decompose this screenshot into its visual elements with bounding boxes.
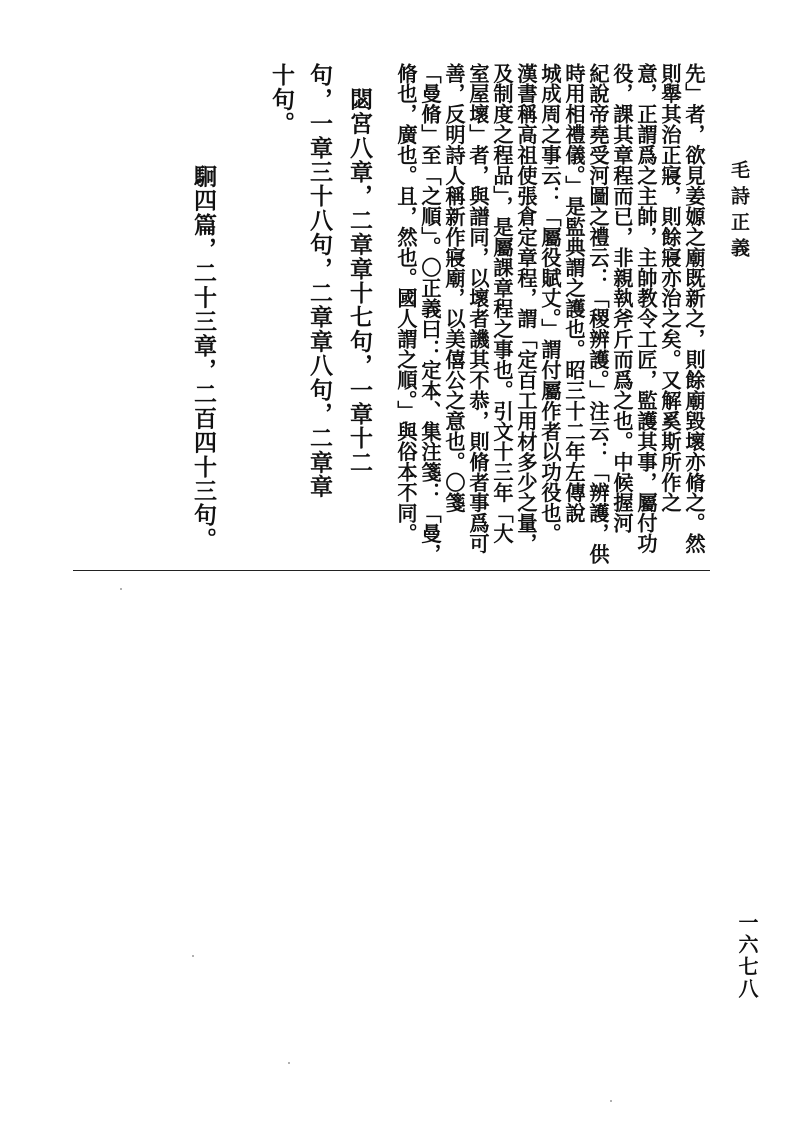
text-column-4: 役，課其章程而已，非親執斧斤而爲之也。中候握河 (610, 63, 634, 534)
running-header: 毛詩正義 (728, 160, 750, 264)
chapter-summary-line-3: 十句。 (268, 63, 295, 136)
scan-speck (120, 588, 122, 590)
text-column-3: 意，正謂爲之主帥，主帥教令工匠，監護其事，屬付功 (634, 63, 658, 554)
text-column-13: 脩也，廣也。且，然也。國人謂之順。」與俗本不同。 (394, 63, 418, 544)
divider-rule (73, 570, 710, 571)
text-column-7: 城成周之事云：「屬役賦丈。」謂付屬作者以功役也。 (538, 63, 562, 544)
scan-speck (288, 1062, 290, 1064)
page-number: 一六七八 (735, 912, 759, 1000)
text-column-10: 室屋壞」者，與譜同，以壞者譏其不恭，則脩者事爲可 (466, 63, 490, 554)
text-column-11: 善，反明詩人稱新作寢廟，以美僖公之意也。〇箋 (442, 63, 466, 513)
text-column-8: 漢書稱高祖使張倉定章程，謂「定百工用材多少之量， (514, 63, 538, 554)
scan-speck (610, 1100, 612, 1102)
scan-speck (192, 955, 194, 957)
text-column-1: 先」者，欲見姜嫄之廟既新之，則餘廟毀壞亦脩之。然 (682, 63, 706, 554)
text-column-12: 「曼脩」至「之順」。〇正義曰：定本、集注箋：「曼， (418, 63, 442, 565)
text-column-9: 及制度之程品」，是屬課章程之事也。引文十三年「大 (490, 63, 514, 544)
text-column-6: 時用相禮儀。」是監典謂之護也。昭三十二年左傳說 (562, 63, 586, 524)
section-summary: 駉四篇，二十三章，二百四十三句。 (190, 140, 217, 552)
chapter-summary-line-2: 句，一章三十八句，二章章八句，二章章 (306, 63, 333, 499)
text-column-2: 則舉其治正寢，則餘寢亦治之矣。又解奚斯所作之 (658, 63, 682, 513)
text-column-5: 紀說帝堯受河圖之禮云：「稷辨護。」注云：「辨護，供 (586, 63, 610, 565)
chapter-summary-line-1: 閟宮八章，二章章十七句，一章十二 (346, 63, 373, 475)
